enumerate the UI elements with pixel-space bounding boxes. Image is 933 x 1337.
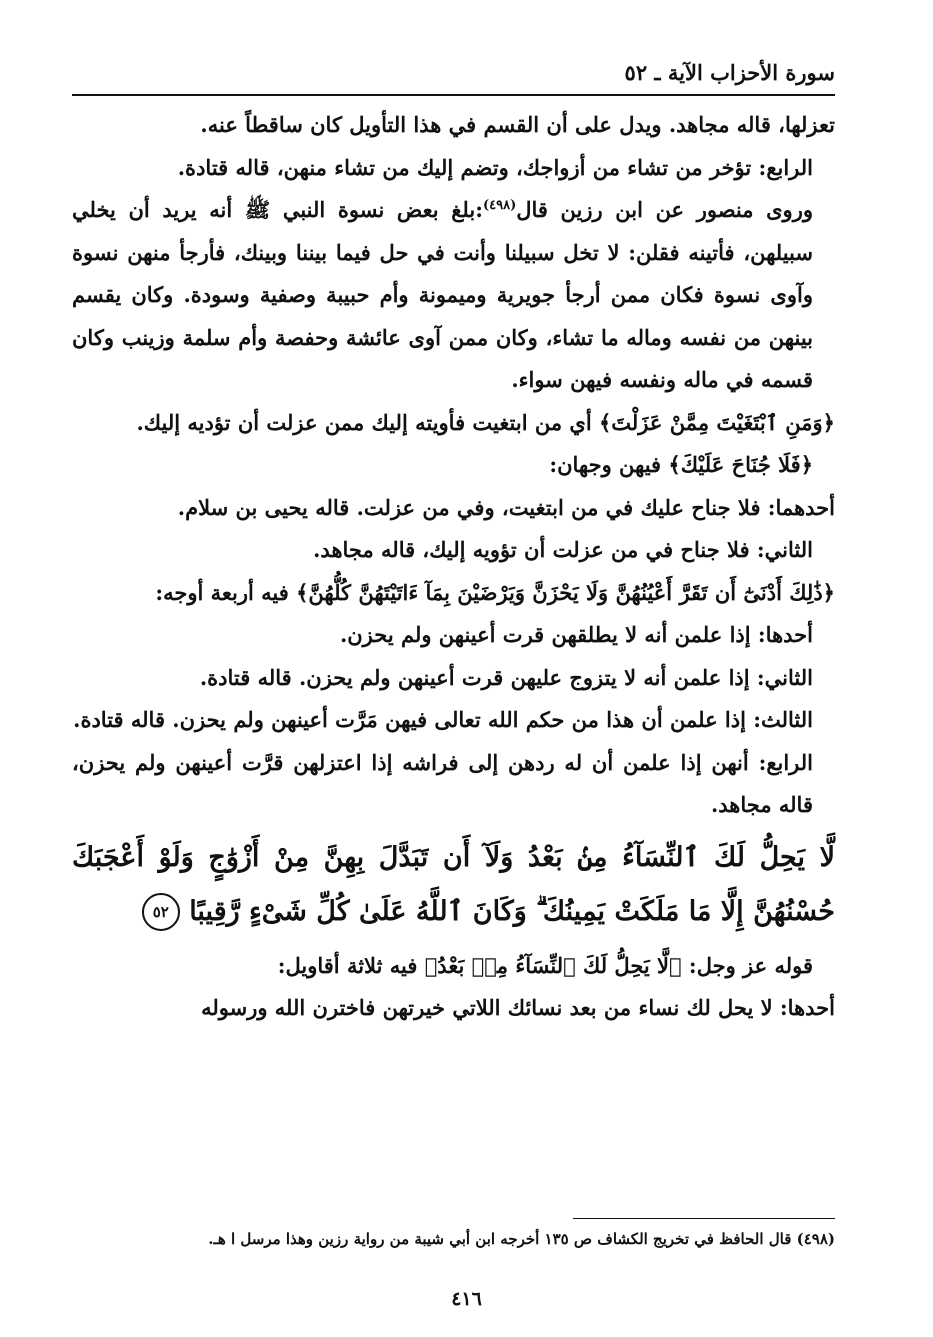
page-number: ٤١٦ (451, 1288, 482, 1310)
text-line: فيه أربعة أوجه: (155, 579, 297, 605)
surah-verse-title: سورة الأحزاب الآية ـ ٥٢ (624, 60, 835, 85)
text-line: :بلغ بعض نسوة النبي ﷺ أنه يريد أن يخلي سبيلهن، فأتينه فقلن: لا تخل سبيلنا وأنت في حل فيما بيننا وبينك، فأرجأ منهن نسوة وآوى نسوة فكان ممن أرجأ جويرية وميمونة وأم حبيبة وصفية وسودة. وكان يقسم بينهن من نفسه وماله ما تشاء، وكان ممن آوى عائشة وحفصة وأم سلمة وزينب وكان قسمه في ماله ونفسه فيهن سواء. (72, 197, 813, 392)
paragraph (72, 657, 835, 700)
paragraph (72, 699, 835, 742)
paragraph (72, 614, 835, 657)
paragraph (72, 402, 835, 445)
quran-quote: ﴿لَّا يَحِلُّ لَكَ ٱلنِّسَآءُ مِنۢ بَعْدُ﴾ (424, 952, 682, 978)
paragraph (72, 742, 835, 827)
paragraph (72, 945, 835, 988)
text-line: وروى منصور عن ابن رزين قال (516, 197, 813, 222)
text-line: أحدها: إذا علمن أنه لا يطلقهن قرت أعينهن ولم يحزن. (339, 622, 813, 647)
commentary-body (72, 104, 835, 1030)
footnote-text: (٤٩٨) قال الحافظ في تخريج الكشاف ص ١٣٥ أخرجه ابن أبي شيبة من رواية رزين وهذا مرسل ا هـ. (208, 1230, 835, 1248)
paragraph (72, 189, 835, 402)
text-line: الثالث: إذا علمن أن هذا من حكم الله تعالى فيهن مَرَّت أعينهن ولم يحزن. قاله قتادة. (73, 707, 813, 732)
text-line: الثاني: فلا جناح في من عزلت أن تؤويه إليك، قاله مجاهد. (313, 537, 813, 562)
text-line: قوله عز وجل: (681, 952, 813, 978)
verse-number-marker: ٥٢ (142, 893, 180, 931)
header-rule (72, 94, 835, 96)
running-header (72, 58, 835, 92)
text-line: أي من ابتغيت فأويته إليك ممن عزلت أن تؤديه إليك. (136, 409, 599, 435)
quran-quote: ﴿فَلَا جُنَاحَ عَلَيْكَ﴾ (668, 452, 813, 477)
paragraph (72, 104, 835, 147)
quran-verse-block (72, 831, 835, 939)
paragraph (72, 487, 835, 530)
quran-quote: ﴿وَمَنِ ٱبْتَغَيْتَ مِمَّنْ عَزَلْتَ﴾ (598, 409, 835, 435)
text-line: الثاني: إذا علمن أنه لا يتزوج عليهن قرت أعينهن ولم يحزن. قاله قتادة. (199, 664, 813, 690)
text-line: فيه ثلاثة أقاويل: (277, 952, 425, 978)
text-line: فيهن وجهان: (549, 452, 669, 477)
paragraph (72, 572, 835, 615)
text-line: الرابع: تؤخر من تشاء من أزواجك، وتضم إليك من تشاء منهن، قاله قتادة. (177, 154, 813, 180)
text-line: الرابع: أنهن إذا علمن أن له ردهن إلى فراشه إذا اعتزلهن قرَّت أعينهن ولم يحزن، قاله مجاهد. (72, 749, 813, 817)
text-line: أحدهما: فلا جناح عليك في من ابتغيت، وفي من عزلت. قاله يحيى بن سلام. (177, 494, 835, 520)
text-line: أحدها: لا يحل لك نساء من بعد نسائك اللاتي خيرتهن فاخترن الله ورسوله (201, 995, 835, 1020)
footnote-rule (573, 1218, 835, 1219)
paragraph (72, 147, 835, 190)
quran-quote: ﴿ذَٰلِكَ أَدْنَىٰٓ أَن تَقَرَّ أَعْيُنُهُنَّ وَلَا يَحْزَنَّ وَيَرْضَيْنَ بِمَآ ءَاتَيْتَهُنَّ كُلُّهُنَّ﴾ (296, 579, 835, 605)
footnote (72, 1226, 835, 1252)
quran-verse: لَّا يَحِلُّ لَكَ ٱلنِّسَآءُ مِنۢ بَعْدُ وَلَآ أَن تَبَدَّلَ بِهِنَّ مِنْ أَزْوَٰجٍ وَلَوْ أَعْجَبَكَ حُسْنُهُنَّ إِلَّا مَا مَلَكَتْ يَمِينُكَ ۗ وَكَانَ ٱللَّهُ عَلَىٰ كُلِّ شَىْءٍ رَّقِيبًا (72, 841, 835, 927)
footnote-marker: (٤٩٨) (482, 198, 517, 213)
paragraph (72, 987, 835, 1030)
text-line: تعزلها، قاله مجاهد. ويدل على أن القسم في هذا التأويل كان ساقطاً عنه. (200, 112, 835, 137)
paragraph (72, 529, 835, 572)
paragraph (72, 444, 835, 487)
